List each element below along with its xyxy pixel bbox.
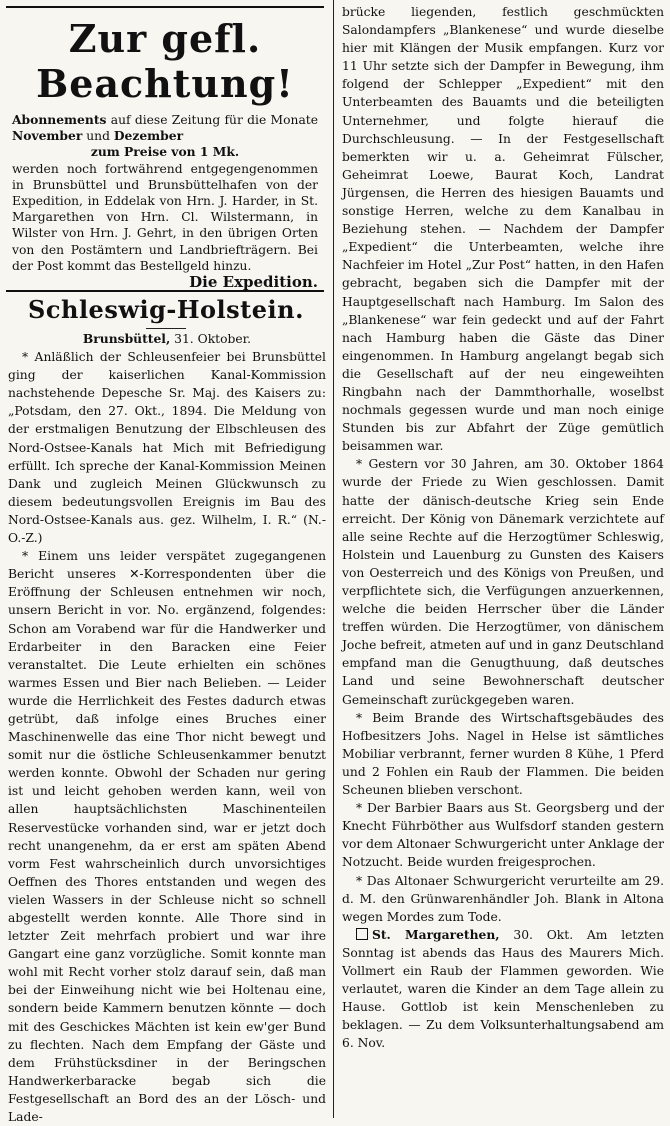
column-divider xyxy=(333,0,334,1118)
notice-signature: Die Expedition. xyxy=(189,273,318,292)
right-column xyxy=(337,0,670,1118)
dateline: Brunsbüttel, 31. Oktober. xyxy=(82,331,252,346)
article-right xyxy=(342,3,664,1052)
paragraph: * Einem uns leider verspätet zugegangenen Bericht unseres ✕-Korrespondenten über die Eröffnung der Schleusen entnehmen wir noch, unsern Bericht in vor. No. ergänzend, folgendes: Schon am Vorabend war für die Handwerker und Erdarbeiter in den Baracken eine Feier veranstaltet. Die Leute erhielten ein schönes warmes Essen und Bier nach Belieben. — Leider wurde die Herrlichkeit des Festes dadurch etwas getrübt, daß infolge eines Bruches einer Maschinenwelle das eine Thor nicht bewegt und somit nur die östliche Schleusenkammer benutzt werden konnte. Obwohl der Schaden nur gering ist und leicht gehoben werden kann, weil von allen hauptsächlichsten Maschinenteilen Reservestücke vorhanden sind, war er jetzt doch recht unangenehm, da er erst am späten Abend vorm Fest wahrscheinlich durch unvorsichtiges Oeffnen des Thores entstanden und wegen des vielen Wassers in der Schleuse nicht so schnell abgestellt werden konnte. Alle Thore sind in letzter Zeit mehrfach probiert und war ihre Gangart eine ganz vorzügliche. Somit konnte man wohl mit Recht vorher stolz darauf sein, daß man bei der Einweihung nicht wie bei Holtenau eine, sondern beide Kammern benutzen könnte — doch mit des Geschickes Mächten ist kein ew'ger Bund zu flechten. Nach dem Empfang der Gäste und dem Frühstücksdiner in der Beringschen Handwerkerbaracke begab sich die Festgesellschaft an Bord des an der Lösch- und Lade- xyxy=(8,549,326,1125)
notice-body: Abonnements auf diese Zeitung für die Monate November und Dezember zum Preise von 1 Mk. werden noch fortwährend entgegengenommen in Brunsbüttel und Brunsbüttelhafen von der Expedition, in Eddelak von Hrn. J. Harder, in St. Margarethen von Hrn. Cl. Wilstermann, in Wilster von Hrn. J. Gehrt, in den übrigen Orten von den Postämtern und Landbriefträgern. Bei der Post kommt das Bestellgeld hinzu. Die Expedition. xyxy=(12,112,318,292)
square-marker-icon xyxy=(356,928,368,940)
stmargarethen-paragraph: St. Margarethen, 30. Okt. Am letzten Sonntag ist abends das Haus des Maurers Mich. Vollmert ein Raub der Flammen geworden. Wie verlautet, waren die Kinder an dem Tage allein zu Hause. Gottlob ist kein Menschenleben zu beklagen. — Zu dem Volksunterhaltungsabend am 6. Nov. xyxy=(342,926,664,1051)
paragraph: * Der Barbier Baars aus St. Georgsberg und der Knecht Führböther aus Wulfsdorf standen gestern vor dem Altonaer Schwurgericht unter Anklage der Notzucht. Beide wurden freigesprochen. xyxy=(342,801,664,870)
section-title: Schleswig-Holstein. xyxy=(0,295,332,329)
paragraph: * Gestern vor 30 Jahren, am 30. Oktober 1864 wurde der Friede zu Wien geschlossen. Damit hatte der dänisch-deutsche Krieg sein Ende erreicht. Der König von Dänemark verzichtete auf alle seine Rechte auf die Herzogtümer Schleswig, Holstein und Lauenburg zu Gunsten des Kaisers von Oesterreich und des Königs von Preußen, und verpflichtete sich, die Verfügungen anzuerkennen, welche die beiden Herrscher über die Länder treffen würden. Die Herzogtümer, von dänischem Joche befreit, atmeten auf und in ganz Deutschland empfand man die Genugthuung, daß deutsches Land und seine Bewohnerschaft deutscher Gemeinschaft zurückgegeben waren. xyxy=(342,457,664,707)
article-left xyxy=(8,330,326,1126)
notice-title: Zur gefl. Beachtung! xyxy=(36,16,294,106)
paragraph: * Anläßlich der Schleusenfeier bei Brunsbüttel ging der kaiserlichen Kanal-Kommission nachstehende Depesche Sr. Maj. des Kaisers zu: „Potsdam, den 27. Okt., 1894. Die Meldung von der erstmaligen Benutzung der Elbschleusen des Nord-Ostsee-Kanals hat Mich mit Befriedigung erfüllt. Ich spreche der Kanal-Kommission Meinen Dank und zugleich Meinen Glückwunsch zu diesem bedeutungsvollen Ereignis im Bau des Nord-Ostsee-Kanals aus. gez. Wilhelm, I. R.“ (N.-O.-Z.) xyxy=(8,350,326,546)
price-line: zum Preise von 1 Mk. xyxy=(90,144,240,160)
paragraph: * Das Altonaer Schwurgericht verurteilte am 29. d. M. den Grünwarenhändler Joh. Blank in Altona wegen Mordes zum Tode. xyxy=(342,873,664,924)
paragraph: brücke liegenden, festlich geschmückten Salondampfers „Blankenese“ und wurde dieselbe hier mit Klängen der Musik empfangen. Kurz vor 11 Uhr setzte sich der Dampfer in Bewegung, ihm folgend der Schlepper „Expedient“ mit den Unterbeamten des Bauamts und die beteiligten Unternehmer, und folgte hierauf die Durchschleusung. — In der Festgesellschaft bemerkten wir u. a. Geheimrat Fülscher, Geheimrat Loewe, Baurat Koch, Landrat Jürgensen, die Herren des hiesigen Bauamts und sonstige Herren, welche zu dem Kanalbau in Beziehung stehen. — Nachdem der Dampfer „Expedient“ die Unterbeamten, welche ihre Nachfeier im Hotel „Zur Post“ hatten, in den Hafen gebracht, begaben sich die Dampfer mit der Hauptgesellschaft nach Hamburg. Im Salon des „Blankenese“ war fein gedeckt und auf der Fahrt nach Hamburg haben die Gäste das Diner eingenommen. In Hamburg angelangt begab sich die Gesellschaft auf der neu eingeweihten Ringbahn nach der Dammthorhalle, woselbst nochmals gegessen wurde und man noch einige Stunden bis zur Abfahrt der Züge gemütlich beisammen war. xyxy=(342,5,664,454)
paragraph: * Beim Brande des Wirtschaftsgebäudes des Hofbesitzers Johs. Nagel in Helse ist sämtliches Mobiliar verbrannt, ferner wurden 8 Kühe, 1 Pferd und 2 Fohlen ein Raub der Flammen. Die beiden Scheunen blieben verschont. xyxy=(342,710,664,798)
subscription-notice xyxy=(6,6,324,292)
left-column xyxy=(0,0,332,1125)
